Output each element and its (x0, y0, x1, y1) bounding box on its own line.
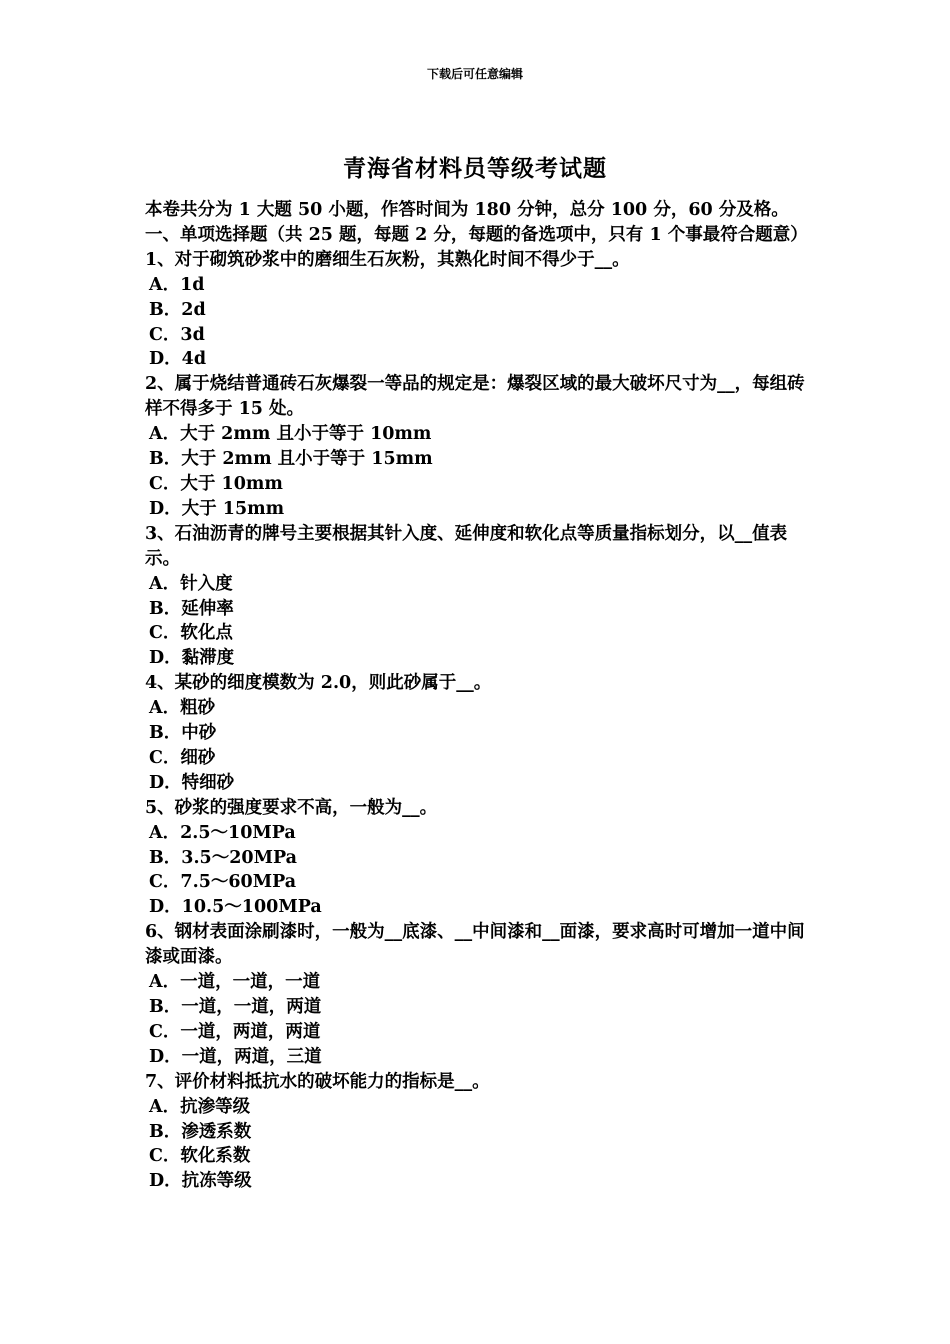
question-text: 6、钢材表面涂刷漆时，一般为__底漆、__中间漆和__面漆，要求高时可增加一道中间漆或面漆。 (145, 922, 805, 968)
option-a: A．大于 2mm 且小于等于 10mm (149, 424, 432, 445)
option-d: D．抗冻等级 (149, 1171, 252, 1192)
question-5 (145, 796, 813, 921)
option-b: B．大于 2mm 且小于等于 15mm (149, 449, 433, 470)
option-a: A．2.5～10MPa (149, 822, 296, 843)
option-b: B．一道，一道，两道 (149, 997, 322, 1017)
option-a: A．一道，一道，一道 (149, 972, 321, 993)
option-b: B．中砂 (149, 723, 217, 744)
option-d: D．黏滞度 (149, 648, 235, 669)
option-b: B．延伸率 (149, 598, 234, 619)
option-d: D．一道，两道，三道 (149, 1046, 322, 1067)
option-a: A．粗砂 (149, 698, 216, 719)
option-a: A．针入度 (149, 573, 233, 594)
question-text: 3、石油沥青的牌号主要根据其针入度、延伸度和软化点等质量指标划分，以__值表示。 (145, 523, 788, 569)
question-4 (145, 671, 813, 796)
option-b: B．3.5～20MPa (149, 847, 297, 868)
option-b: B．2d (149, 299, 206, 320)
question-text: 5、砂浆的强度要求不高，一般为__。 (145, 797, 438, 818)
option-c: C．软化点 (149, 623, 233, 644)
header-note: 下载后可任意编辑 (426, 67, 523, 81)
question-text: 7、评价材料抵抗水的破坏能力的指标是__。 (145, 1071, 490, 1092)
question-text: 1、对于砌筑砂浆中的磨细生石灰粉，其熟化时间不得少于__。 (145, 249, 630, 270)
option-b: B．渗透系数 (149, 1121, 252, 1142)
option-c: C．3d (149, 324, 205, 345)
document-body (145, 198, 813, 1194)
question-3 (145, 522, 813, 671)
question-2 (145, 372, 813, 521)
question-text: 2、属于烧结普通砖石灰爆裂一等品的规定是：爆裂区域的最大破坏尺寸为__，每组砖样不得多于 15 处。 (145, 374, 805, 420)
question-7 (145, 1070, 813, 1195)
intro-text: 本卷共分为 1 大题 50 小题，作答时间为 180 分钟，总分 100 分，60 分及格。 (145, 200, 789, 220)
option-d: D．特细砂 (149, 772, 235, 793)
option-a: A．1d (149, 274, 205, 295)
option-d: D．10.5～100MPa (149, 897, 322, 918)
option-c: C．细砂 (149, 747, 216, 768)
question-1 (145, 248, 813, 373)
option-d: D．4d (149, 349, 207, 370)
option-c: C．7.5～60MPa (149, 872, 297, 893)
option-a: A．抗渗等级 (149, 1096, 251, 1117)
question-text: 4、某砂的细度模数为 2.0，则此砂属于__。 (145, 673, 492, 694)
option-c: C．一道，两道，两道 (149, 1021, 321, 1042)
page-title: 青海省材料员等级考试题 (343, 155, 607, 182)
section-heading: 一、单项选择题（共 25 题，每题 2 分，每题的备选项中，只有 1 个事最符合题意） (145, 224, 808, 245)
option-c: C．大于 10mm (149, 473, 283, 494)
question-6 (145, 920, 813, 1069)
option-c: C．软化系数 (149, 1146, 251, 1167)
option-d: D．大于 15mm (149, 498, 285, 519)
